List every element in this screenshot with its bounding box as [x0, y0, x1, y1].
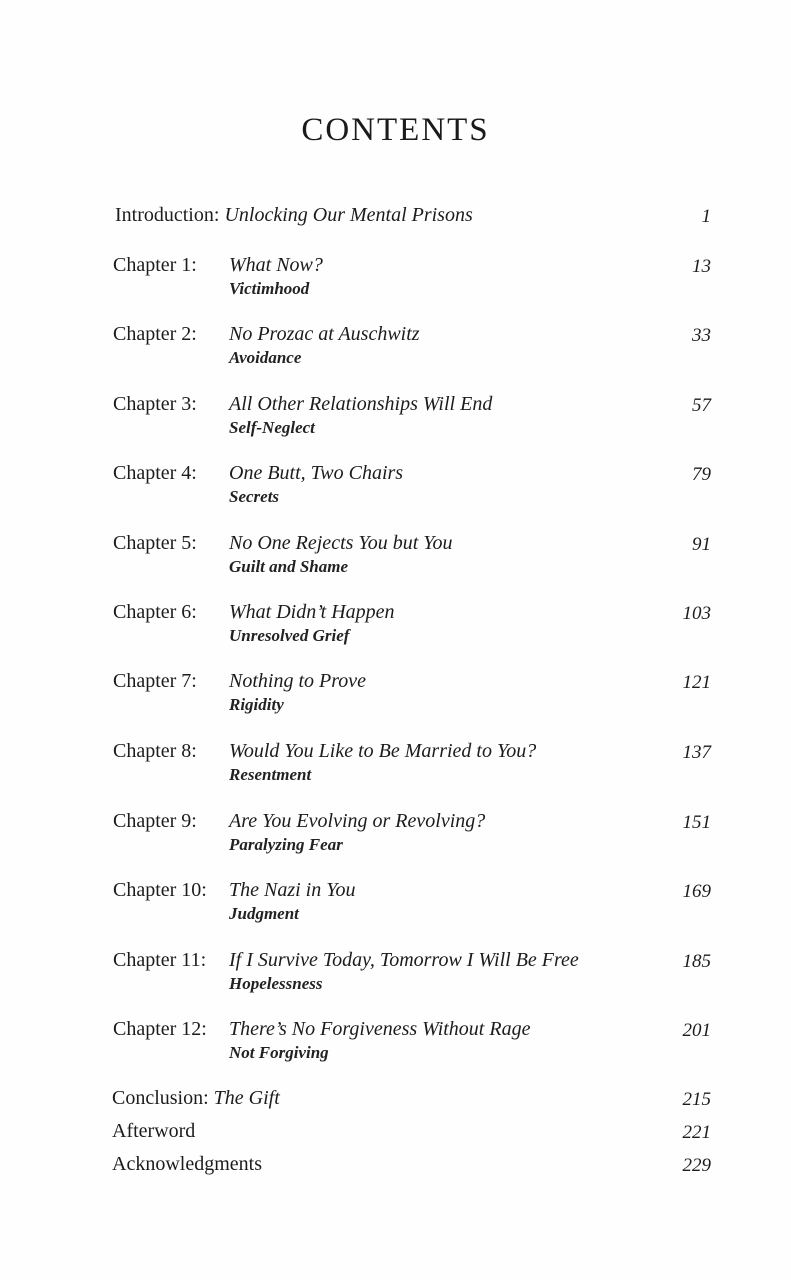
- chapter-title: All Other Relationships Will End: [229, 393, 493, 415]
- page-number: 33: [692, 325, 711, 346]
- chapter-label: Chapter 10:: [113, 879, 207, 901]
- page-number: 169: [682, 881, 711, 902]
- chapter-subtitle: Self-Neglect: [229, 418, 315, 437]
- page-number: 151: [682, 812, 711, 833]
- chapter-label: Chapter 9:: [113, 810, 197, 832]
- chapter-subtitle: Not Forgiving: [229, 1043, 329, 1062]
- page-number: 121: [682, 672, 711, 693]
- chapter-subtitle: Unresolved Grief: [229, 626, 350, 645]
- entry-label-title: [112, 1087, 280, 1110]
- entry-label: Introduction:: [115, 204, 220, 226]
- chapter-title: No Prozac at Auschwitz: [229, 323, 420, 345]
- entry-label: Afterword: [112, 1120, 196, 1142]
- chapter-label: Chapter 11:: [113, 949, 207, 971]
- page-number: 91: [692, 534, 711, 555]
- page-number: 229: [682, 1155, 711, 1176]
- entry-title: The Gift: [213, 1087, 280, 1109]
- chapter-label: Chapter 5:: [113, 532, 197, 554]
- page-number: 1: [701, 206, 711, 227]
- chapter-subtitle: Secrets: [229, 487, 280, 506]
- chapter-subtitle: Paralyzing Fear: [229, 835, 343, 854]
- chapter-label: Chapter 3:: [113, 393, 197, 415]
- chapter-subtitle: Guilt and Shame: [229, 557, 349, 576]
- chapter-subtitle: Judgment: [229, 904, 299, 923]
- chapter-subtitle: Avoidance: [229, 348, 302, 367]
- chapter-title: Would You Like to Be Married to You?: [229, 740, 537, 762]
- chapter-subtitle: Resentment: [229, 765, 312, 784]
- page-number: 201: [682, 1020, 711, 1041]
- page-number: 215: [682, 1089, 711, 1110]
- chapter-title: The Nazi in You: [229, 879, 356, 901]
- chapter-subtitle: Victimhood: [229, 279, 310, 298]
- page-number: 137: [682, 742, 711, 763]
- page-number: 221: [682, 1122, 711, 1143]
- page-title: CONTENTS: [301, 112, 490, 148]
- entry-label-title: [115, 204, 473, 227]
- chapter-title: There’s No Forgiveness Without Rage: [229, 1018, 531, 1040]
- chapter-label: Chapter 7:: [113, 670, 197, 692]
- page-number: 57: [692, 395, 711, 416]
- chapter-title: What Didn’t Happen: [229, 601, 395, 623]
- page-number: 185: [682, 951, 711, 972]
- chapter-label: Chapter 12:: [113, 1018, 207, 1040]
- chapter-title: If I Survive Today, Tomorrow I Will Be Free: [229, 949, 579, 971]
- page-number: 13: [692, 256, 711, 277]
- page-number: 79: [692, 464, 711, 485]
- page-number: 103: [682, 603, 711, 624]
- chapter-label: Chapter 6:: [113, 601, 197, 623]
- entry-title: Unlocking Our Mental Prisons: [224, 204, 473, 226]
- chapter-subtitle: Rigidity: [229, 695, 284, 714]
- chapter-label: Chapter 1:: [113, 254, 197, 276]
- chapter-label: Chapter 4:: [113, 462, 197, 484]
- chapter-label: Chapter 8:: [113, 740, 197, 762]
- chapter-label: Chapter 2:: [113, 323, 197, 345]
- chapter-title: One Butt, Two Chairs: [229, 462, 404, 484]
- entry-label: Acknowledgments: [112, 1153, 262, 1175]
- chapter-title: Nothing to Prove: [229, 670, 367, 692]
- chapter-subtitle: Hopelessness: [229, 974, 323, 993]
- chapter-title: Are You Evolving or Revolving?: [229, 810, 486, 832]
- entry-label: Conclusion:: [112, 1087, 209, 1109]
- chapter-title: What Now?: [229, 254, 323, 276]
- chapter-title: No One Rejects You but You: [229, 532, 453, 554]
